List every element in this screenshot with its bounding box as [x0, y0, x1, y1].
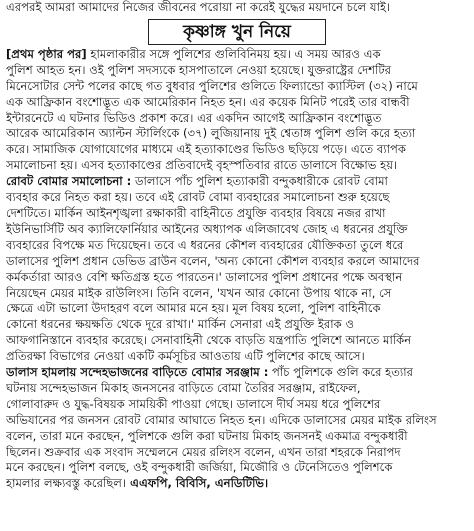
section-2 [6, 174, 468, 365]
article-line: গোলাবারুদ ও যুদ্ধ-বিষয়ক সাময়িকী পাওয়া গেছে। ডালাসে দীর্ঘ সময় ধরে পুলিশের [6, 396, 381, 411]
headline: কৃষ্ণাঙ্গ খুন নিয়ে [148, 19, 326, 45]
article-line: ডালাস হামলায় সন্দেহভাজনের বাড়িতে বোমার সরঞ্জাম : পাঁচ পুলিশকে গুলি করে হত্যার [6, 365, 414, 380]
article-line: ব্যবহারের বিপক্ষে মত দিয়েছেন। তবে এ ধরনের কৌশল ব্যবহারের যৌক্তিকতা তুলে ধরে [6, 237, 404, 252]
article-line: আরেক আমেরিকান অ্যাল্টন স্টার্লিংকে (৩৭) লুজিয়ানায় দুই শ্বেতাঙ্গ পুলিশ গুলি করে হত্যা [6, 126, 416, 141]
article-line: ঘটনায় সন্দেহভাজন মিকাহ জনসনের বাড়িতে বোমা তৈরির সরঞ্জাম, রাইফেল, [6, 380, 361, 395]
lead-line: এরপরই আমরা আমাদের নিজের জীবনের পরোয়া না করেই যুদ্ধের ময়দানে চলে যাই। [6, 0, 391, 14]
article-line: অভিযানের পর জনসন রোবট বোমার আঘাতে নিহত হন। এদিকে ডালাসের মেয়র মাইক রলিংস [6, 412, 437, 427]
article-line: রোবট বোমার সমালোচনা : ডালাসে পাঁচ পুলিশ হত্যাকারী বন্দুকধারীকে রোবট বোমা [6, 174, 388, 189]
article-line: দেশটিতে। মার্কিন আইনশৃঙ্খলা রক্ষাকারী বাহিনীতে প্রযুক্তি ব্যবহার বিষয়ে নজর রাখা [6, 205, 386, 220]
news-credit: এএফপি, বিবিসি, এনডিটিভি। [126, 476, 269, 491]
article-line: হামলার লক্ষ্যবস্তু করেছিল। এএফপি, বিবিসি, এনডিটিভি। [6, 476, 269, 491]
article-line: নিয়েছেন মেয়র মাইক রাউলিংস। তিনি বলেন, 'যখন আর কোনো উপায় থাকে না, সে [6, 285, 392, 300]
article-line: করে। সামাজিক যোগাযোগের মাধ্যমে এই হত্যাকাণ্ডের ভিডিও ছড়িয়ে পড়ে। এতে ব্যাপক [6, 142, 406, 157]
section-1 [6, 47, 468, 174]
article-line: কোনো ধরনের ক্ষয়ক্ষতি থেকে দূরে রাখা।' মার্কিন সেনারা এই প্রযুক্তি ইরাক ও [6, 317, 354, 332]
article-line: পুলিশ আহত হন। ওই পুলিশ সদস্যকে হাসপাতালে নেওয়া হয়েছে। যুক্তরাষ্ট্রের দেশটির [6, 62, 392, 77]
section-subhead: রোবট বোমার সমালোচনা : [6, 174, 132, 189]
article-line: ইন্টারনেটে এ ঘটনার ভিডিও প্রকাশ করে। এর একদিন আগেই আফ্রিকান বংশোদ্ভূত [6, 110, 382, 125]
article-line: এক আফ্রিকান বংশোদ্ভূত এক আমেরিকান নিহত হন। এর কয়েক মিনিট পরেই তার বান্ধবী [6, 94, 410, 109]
article-line: ব্যবহার করে নিহত করা হয়। তবে এই রোবট বোমা ব্যবহারের সমালোচনা শুরু হয়েছে [6, 190, 390, 205]
article-line: কর্মকর্তারা আরও বেশি ক্ষতিগ্রস্ত হতে পারতেন।' ডালাসের পুলিশ প্রধানের পক্ষে অবস্থান [6, 269, 403, 284]
section-subhead: [প্রথম পৃষ্ঠার পর] [6, 46, 87, 61]
article-line: ইউনিভার্সিটি অব ক্যালিফোর্নিয়ার আইনের অধ্যাপক এলিজাবেথ জোহ এ ধরনের প্রযুক্তি [6, 221, 408, 236]
section-3 [6, 365, 468, 492]
article-line: ডালাসের পুলিশ প্রধান ডেভিড ব্রাউন বলেন, 'অন্য কোনো কৌশল ব্যবহার করলে আমাদের [6, 253, 420, 268]
article-line: সমালোচনা হয়। এসব হত্যাকাণ্ডের প্রতিবাদেই বৃহস্পতিবার রাতে ডালাসে বিক্ষোভ হয়। [6, 158, 398, 173]
article-line: ক্ষেত্রে এটা ভালো উদাহরণ বলে আমার মনে হয়। মূল বিষয় হলো, পুলিশ বাহিনীকে [6, 301, 381, 316]
article-line: প্রতিরক্ষা বিভাগের নেওয়া একটি কর্মসূচির আওতায় এটি পুলিশের কাছে আসে। [6, 349, 365, 364]
article-line: আফগানিস্তানে ব্যবহার করেছে। সেনাবাহিনী থেকে বাড়তি যন্ত্রপাতি পুলিশে আনতে মার্কিন [6, 333, 412, 348]
article-line: [প্রথম পৃষ্ঠার পর] হামলাকারীর সঙ্গে পুলিশের গুলিবিনিময় হয়। এ সময় আরও এক [6, 46, 381, 61]
article-line: মনে করছেন। পুলিশ বলছে, ওই বন্দুকধারী জর্জিয়া, মিজৌরি ও টেনেসিতেও পুলিশকে [6, 460, 393, 475]
headline-box [6, 19, 468, 45]
article-line: মিনেসোটার সেন্ট পলের কাছে গত বুধবার পুলিশের গুলিতে ফিল্যান্ডো ক্যাস্টিল (৩২) নামে [6, 78, 418, 93]
article-line: বলেন, তারা মনে করছেন, পুলিশকে গুলি করা ঘটনায় মিকাহ জনসনই একমাত্র বন্দুকধারী [6, 428, 408, 443]
section-subhead: ডালাস হামলায় সন্দেহভাজনের বাড়িতে বোমার সরঞ্জাম : [6, 365, 269, 380]
article-line: ছিলেন। শুক্রবার এক সংবাদ সম্মেলনে মেয়র রলিংস বলেন, এখন তারা শহরকে নিরাপদ [6, 444, 401, 459]
